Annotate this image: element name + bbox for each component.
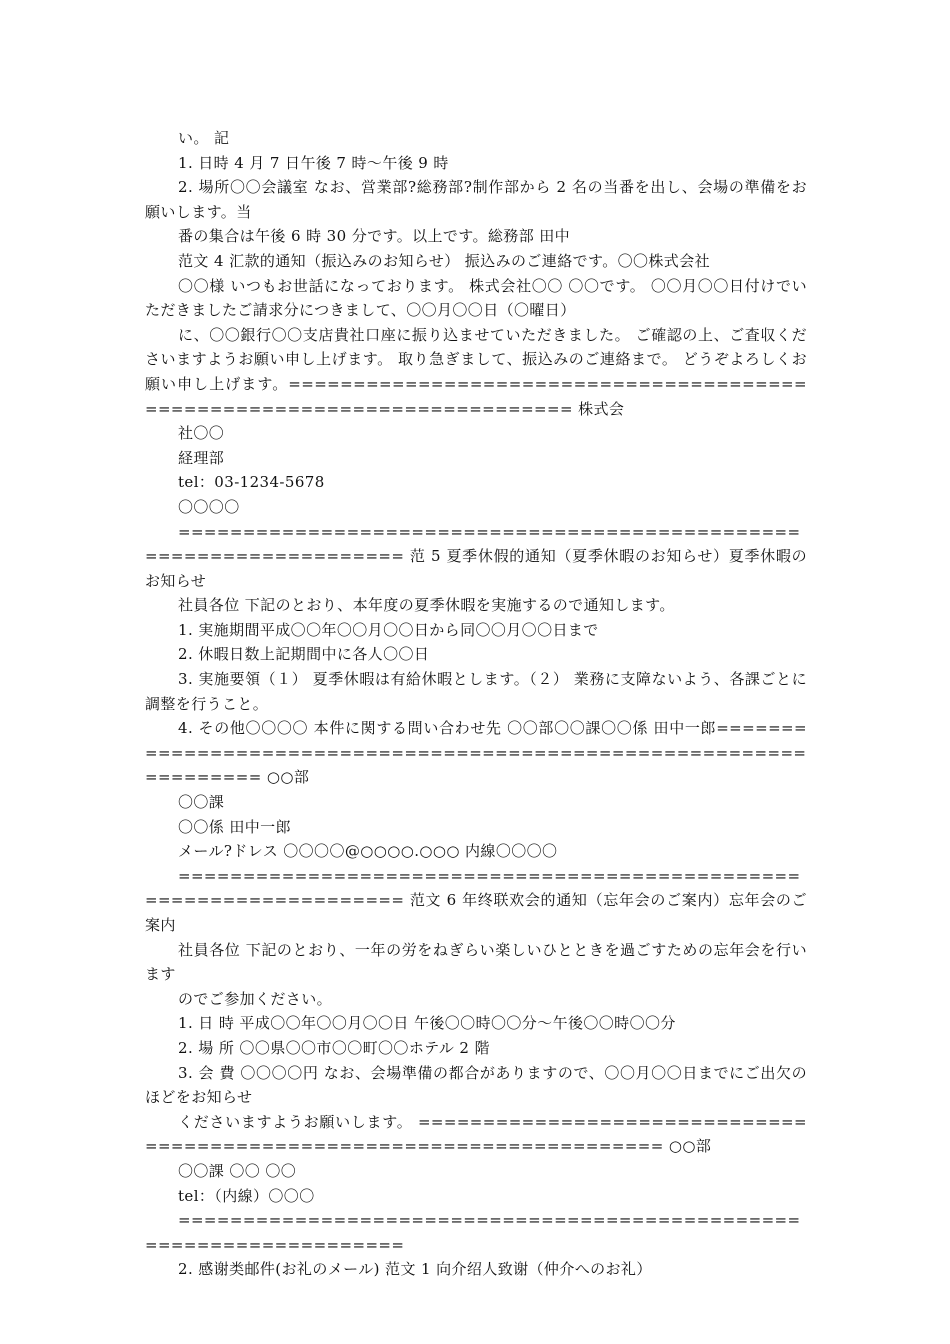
text-line: tel：03-1234-5678 xyxy=(178,473,325,492)
text-line: 3. 実施要領（１） 夏季休暇は有給休暇とします。（２） 業務に支障ないよう、各課ごとに調整を行うこと。 xyxy=(145,670,807,713)
text-line: 〇〇〇〇 xyxy=(178,497,240,516)
text-line: tel：（内線）〇〇〇 xyxy=(178,1186,315,1205)
text-line: ==================================================================== xyxy=(145,1211,801,1254)
text-line: 社員各位 下記のとおり、本年度の夏季休暇を実施するので通知します。 xyxy=(178,596,675,615)
text-line: 社〇〇 xyxy=(178,424,225,443)
text-line: 〇〇様 いつもお世話になっております。 株式会社〇〇 〇〇です。 〇〇月〇〇日付けでいただきましたご請求分につきまして、〇〇月〇〇日（〇曜日） xyxy=(145,276,807,320)
text-line: 〇〇課 xyxy=(178,793,225,812)
document-body xyxy=(145,126,807,1282)
text-line: 2. 感谢类邮件(お礼のメール) 范文 1 向介绍人致谢（仲介へのお礼） xyxy=(178,1260,652,1279)
text-line: 3. 会 費 〇〇〇〇円 なお、会場準備の都合がありますので、〇〇月〇〇日までにご出欠のほどをお知らせ xyxy=(145,1063,807,1107)
text-line: ==================================================================== 范文 6 年终联欢会的通知（忘年会のご案内）忘年会のご案内 xyxy=(145,866,807,934)
text-line: 范文 4 汇款的通知（振込みのお知らせ） 振込みのご連絡です。〇〇株式会社 xyxy=(178,251,711,270)
text-line: ==================================================================== 范 5 夏季休假的通知（夏季休暇のお知らせ）夏季休暇のお知らせ xyxy=(145,522,807,590)
text-line: 経理部 xyxy=(178,448,225,467)
text-line: 〇〇係 田中一郎 xyxy=(178,817,291,836)
text-line: 2. 場所〇〇会議室 なお、営業部?総務部?制作部から 2 名の当番を出し、会場の準備をお願いします。当 xyxy=(145,178,807,221)
text-line: い。 記 xyxy=(178,129,230,147)
text-line: 〇〇課 〇〇 〇〇 xyxy=(178,1161,297,1180)
text-line: くださいますようお願いします。 ====================================================================== ○○部 xyxy=(145,1112,807,1156)
text-line: 1. 実施期間平成〇〇年〇〇月〇〇日から同〇〇月〇〇日まで xyxy=(178,620,599,639)
text-line: 1. 日 時 平成〇〇年〇〇月〇〇日 午後〇〇時〇〇分～午後〇〇時〇〇分 xyxy=(178,1014,676,1033)
text-line: 番の集合は午後 6 時 30 分です。以上です。総務部 田中 xyxy=(178,227,571,246)
text-line: のでご参加ください。 xyxy=(178,989,333,1008)
text-line: 社員各位 下記のとおり、一年の労をねぎらい楽しいひとときを過ごすための忘年会を行います xyxy=(145,940,807,984)
text-line: 2. 場 所 〇〇県〇〇市〇〇町〇〇ホテル 2 階 xyxy=(178,1038,490,1057)
text-line: に、〇〇銀行〇〇支店貴社口座に振り込ませていただきました。 ご確認の上、ご査収くださいますようお願い申し上げます。 取り急ぎまして、振込みのご連絡まで。 どうぞよろしくお願い申し上げます。========================================================================= 株式会 xyxy=(145,325,807,418)
text-line: メール?ドレス 〇〇〇〇@○○○○.○○○ 内線〇〇〇〇 xyxy=(178,842,558,861)
text-line: 4. その他〇〇〇〇 本件に関する問い合わせ先 〇〇部〇〇課〇〇係 田中一郎=================================================================== ○○部 xyxy=(145,719,807,787)
text-line: 1. 日時 4 月 7 日午後 7 時～午後 9 時 xyxy=(178,153,449,172)
text-line: 2. 休暇日数上記期間中に各人〇〇日 xyxy=(178,645,430,664)
